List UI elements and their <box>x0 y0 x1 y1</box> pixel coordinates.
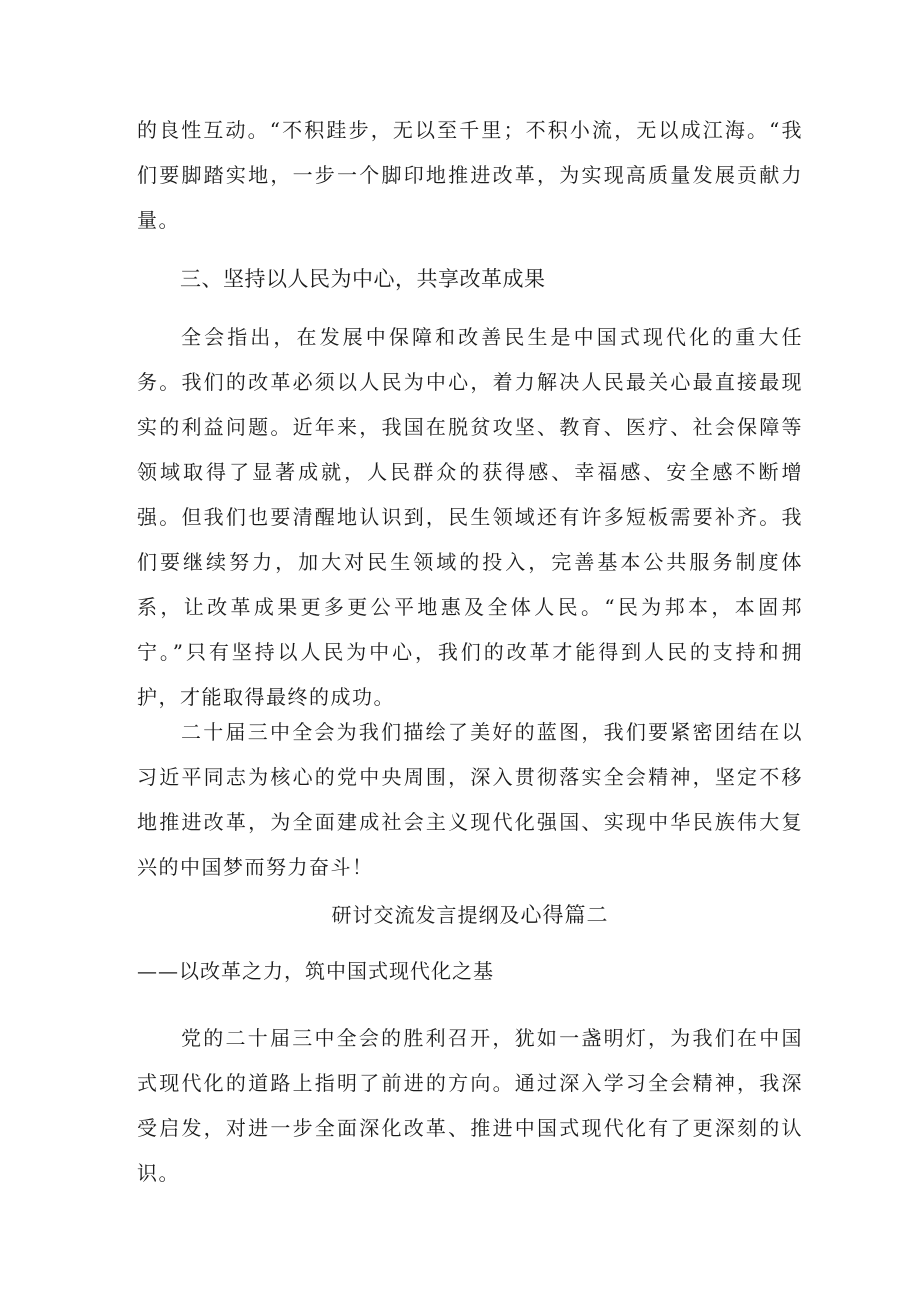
section-subtitle: ——以改革之力，筑中国式现代化之基 <box>137 959 494 983</box>
section-heading-three: 三、坚持以人民为中心，共享改革成果 <box>180 267 546 291</box>
paragraph-intro: 的良性互动。“不积跬步，无以至千里；不积小流，无以成江海。“我们要脚踏实地，一步一个脚印地推进改革，为实现高质量发展贡献力量。 <box>137 118 803 232</box>
paragraph-people-centered: 全会指出，在发展中保障和改善民生是中国式现代化的重大任务。我们的改革必须以人民为中心，着力解决人民最关心最直接最现实的利益问题。近年来，我国在脱贫攻坚、教育、医疗、社会保障等领域取得了显著成就，人民群众的获得感、幸福感、安全感不断增强。但我们也要清醒地认识到，民生领域还有许多短板需要补齐。我们要继续努力，加大对民生领域的投入，完善基本公共服务制度体系，让改革成果更多更公平地惠及全体人民。“民为邦本，本固邦宁。”只有坚持以人民为中心，我们的改革才能得到人民的支持和拥护，才能取得最终的成功。 <box>137 325 803 709</box>
paragraph-conclusion: 二十届三中全会为我们描绘了美好的蓝图，我们要紧密团结在以习近平同志为核心的党中央周围，深入贯彻落实全会精神，坚定不移地推进改革，为全面建成社会主义现代化强国、实现中华民族伟大复兴的中国梦而努力奋斗！ <box>137 720 803 879</box>
section-title-part-b: 心得篇二 <box>520 903 609 927</box>
section-title-part-a: 研讨交流发言提纲及 <box>331 903 521 927</box>
paragraph-opening: 党的二十届三中全会的胜利召开，犹如一盏明灯，为我们在中国式现代化的道路上指明了前进的方向。通过深入学习全会精神，我深受启发，对进一步全面深化改革、推进中国式现代化有了更深刻的认识。 <box>137 1026 803 1185</box>
section-title <box>137 895 803 935</box>
